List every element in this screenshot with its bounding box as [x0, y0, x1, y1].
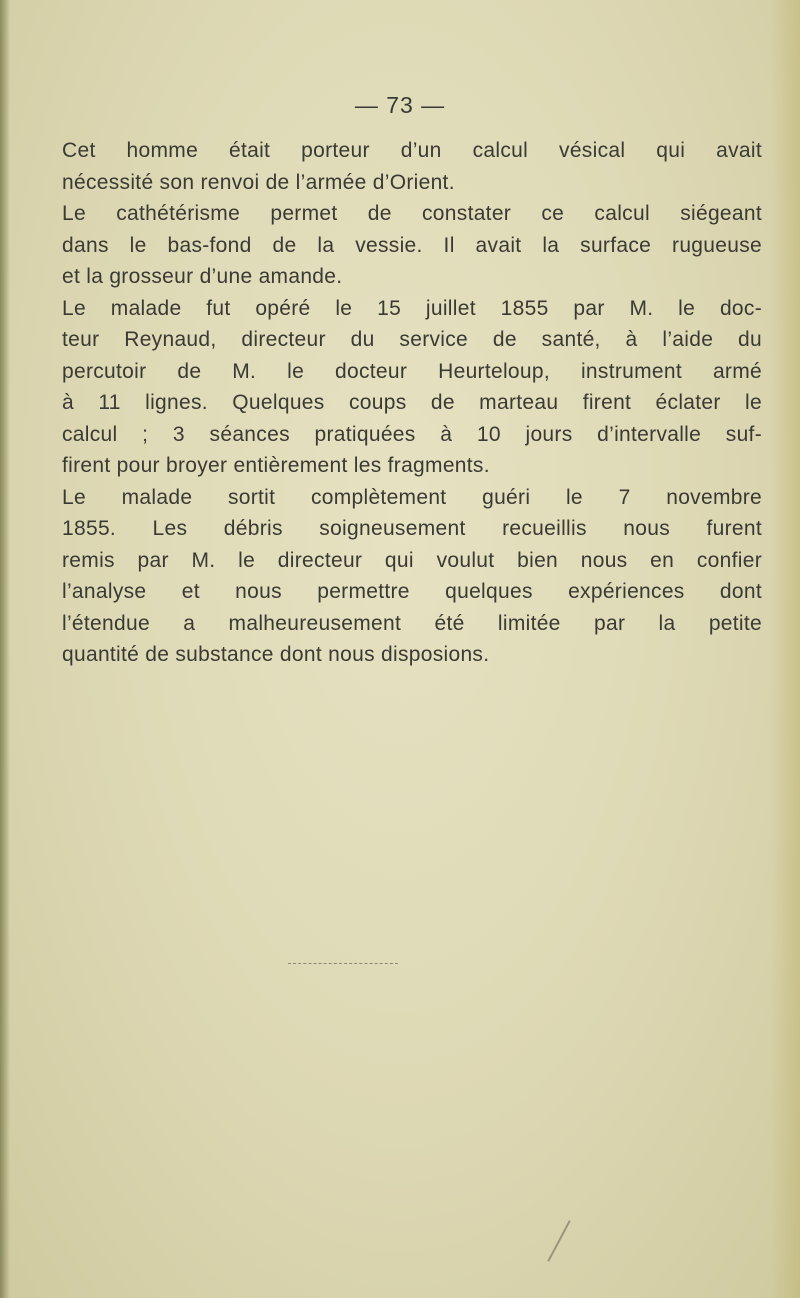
text-line: quantité de substance dont nous disposions.: [62, 643, 490, 666]
text-line: percutoir de M. le docteur Heurteloup, instrument armé: [62, 359, 762, 383]
text-line: Cet homme était porteur d’un calcul vésical qui avait: [62, 139, 762, 162]
text-line: Le malade sortit complètement guéri le 7 novembre: [62, 485, 762, 509]
text-line: remis par M. le directeur qui voulut bien nous en confier: [62, 548, 762, 572]
section-divider: [288, 963, 398, 964]
text-line: 1855. Les débris soigneusement recueillis nous furent: [62, 517, 762, 540]
page-number: — 73 —: [354, 92, 446, 118]
text-line: nécessité son renvoi de l’armée d’Orient.: [62, 170, 455, 194]
text-line: l’étendue a malheureusement été limitée par la petite: [62, 611, 762, 635]
text-line: Le cathétérisme permet de constater ce calcul siégeant: [62, 202, 762, 225]
text-line: et la grosseur d’une amande.: [62, 265, 343, 288]
text-line: à 11 lignes. Quelques coups de marteau firent éclater le: [62, 391, 762, 414]
text-line: firent pour broyer entièrement les fragments.: [62, 454, 490, 477]
page-binding-edge: [0, 0, 10, 1298]
text-line: Le malade fut opéré le 15 juillet 1855 par M. le doc-: [62, 296, 762, 320]
text-line: dans le bas-fond de la vessie. Il avait la surface rugueuse: [62, 233, 762, 257]
text-line: teur Reynaud, directeur du service de santé, à l’aide du: [62, 328, 762, 351]
text-line: calcul ; 3 séances pratiquées à 10 jours d’intervalle suf-: [62, 422, 762, 446]
text-line: l’analyse et nous permettre quelques expériences dont: [62, 580, 762, 603]
page-stain-edge: [770, 0, 800, 1298]
body-text: [62, 135, 762, 671]
